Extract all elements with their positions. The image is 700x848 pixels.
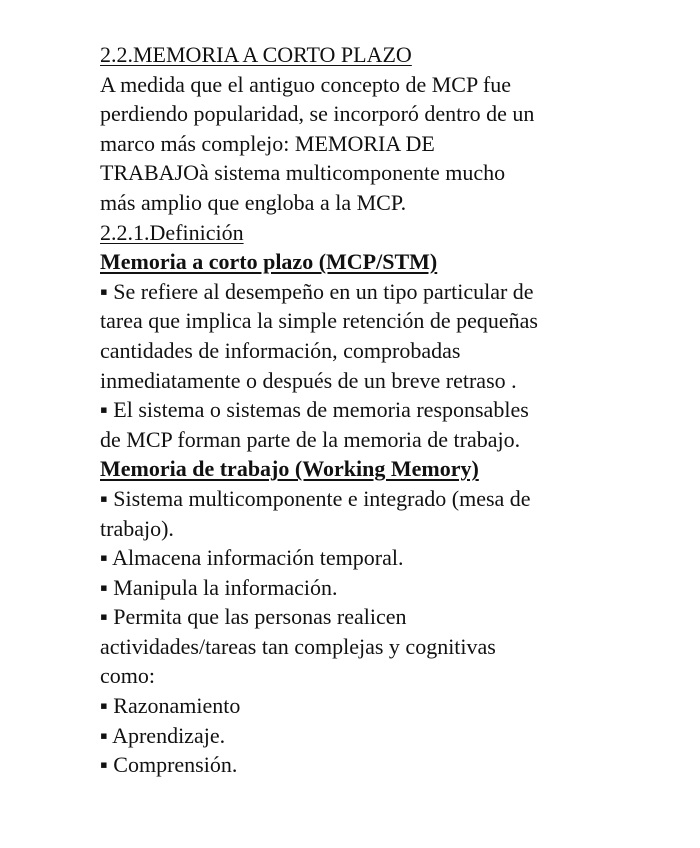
working-memory-line: ▪ Almacena información temporal.	[100, 545, 404, 571]
mcp-line: cantidades de información, comprobadas	[100, 337, 461, 363]
working-memory-line: ▪ Permita que las personas realicen	[100, 604, 407, 630]
mcp-title: Memoria a corto plazo (MCP/STM)	[100, 249, 438, 275]
mcp-line: ▪ Se refiere al desempeño en un tipo particular de	[100, 278, 534, 304]
working-memory-line: ▪ Aprendizaje.	[100, 722, 226, 748]
working-memory-line: actividades/tareas tan complejas y cognitivas	[100, 633, 496, 659]
mcp-line: de MCP forman parte de la memoria de trabajo.	[100, 426, 521, 452]
working-memory-line: ▪ Comprensión.	[100, 752, 238, 778]
working-memory-line: ▪ Razonamiento	[100, 693, 241, 719]
mcp-line: tarea que implica la simple retención de pequeñas	[100, 308, 538, 334]
mcp-line: inmediatamente o después de un breve retraso .	[100, 367, 517, 393]
working-memory-line: ▪ Manipula la información.	[100, 574, 338, 600]
intro-line: perdiendo popularidad, se incorporó dentro de un	[100, 101, 535, 127]
intro-line: TRABAJOà sistema multicomponente mucho	[100, 160, 506, 186]
subsection-heading: 2.2.1.Definición	[100, 219, 244, 245]
intro-line: más amplio que engloba a la MCP.	[100, 189, 407, 215]
intro-line: marco más complejo: MEMORIA DE	[100, 130, 435, 156]
working-memory-line: como:	[100, 663, 155, 689]
working-memory-line: trabajo).	[100, 515, 174, 541]
document-page	[100, 40, 670, 780]
working-memory-line: ▪ Sistema multicomponente e integrado (mesa de	[100, 485, 531, 511]
section-heading: 2.2.MEMORIA A CORTO PLAZO	[100, 42, 412, 67]
mcp-line: ▪ El sistema o sistemas de memoria responsables	[100, 397, 529, 423]
working-memory-title: Memoria de trabajo (Working Memory)	[100, 456, 479, 482]
intro-line: A medida que el antiguo concepto de MCP fue	[100, 71, 511, 97]
